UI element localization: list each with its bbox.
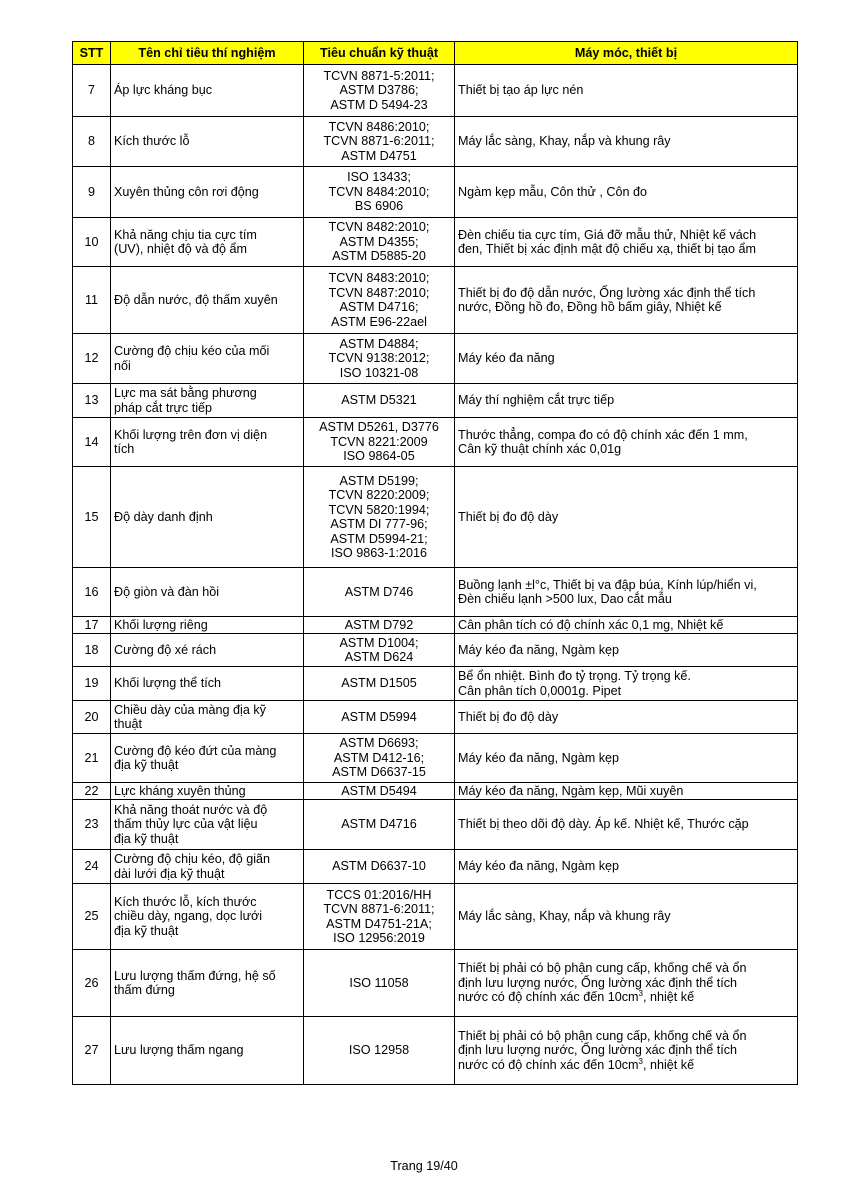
cell-test-name — [111, 850, 304, 884]
cell-line: pháp cắt trực tiếp — [114, 400, 213, 415]
cell-line: Xuyên thủng côn rơi động — [114, 184, 259, 199]
cell-standard — [304, 218, 455, 267]
cell-line: Áp lực kháng bục — [114, 83, 213, 98]
table-row — [73, 701, 798, 734]
cell-line: địa kỹ thuật — [114, 923, 179, 938]
cell-line: Buồng lạnh ±l°c, Thiết bị va đập búa, Kính lúp/hiển vi, — [458, 577, 757, 592]
header-stt: STT — [73, 42, 111, 65]
cell-line: Thiết bị đo độ dẫn nước, Ống lường xác định thể tích — [458, 285, 756, 300]
cell-line: Thiết bị phải có bộ phận cung cấp, khống chế và ổn — [458, 1028, 747, 1043]
cell-stt: 8 — [73, 117, 111, 167]
table-row — [73, 418, 798, 467]
cell-line: (UV), nhiệt độ và độ ẩm — [114, 242, 247, 256]
cell-stt: 20 — [73, 701, 111, 734]
cell-line: Lưu lượng thấm ngang — [114, 1043, 244, 1058]
cell-line: ASTM D6637-10 — [332, 859, 426, 874]
cell-stt: 12 — [73, 334, 111, 384]
cell-line: TCVN 8871-5:2011; — [323, 68, 435, 83]
page-number: Trang 19/40 — [390, 1159, 458, 1173]
cell-line: Máy kéo đa năng, Ngàm kẹp — [458, 642, 620, 657]
cell-line: TCVN 8871-6:2011; — [323, 902, 435, 916]
table-row — [73, 617, 798, 634]
cell-equipment — [455, 568, 798, 617]
cell-standard — [304, 467, 455, 568]
cell-standard — [304, 384, 455, 418]
cell-line: Máy kéo đa năng — [458, 351, 555, 366]
cell-line: Khả năng thoát nước và độ — [114, 802, 268, 817]
cell-equipment — [455, 734, 798, 783]
cell-line: Cường độ chịu kéo của mối — [114, 344, 270, 358]
table-row — [73, 1017, 798, 1085]
cell-test-name — [111, 267, 304, 334]
table-row — [73, 734, 798, 783]
cell-line: Độ dẫn nước, độ thấm xuyên — [114, 292, 278, 307]
cell-line: Cân phân tích có độ chính xác 0,1 mg, Nhiệt kế — [458, 617, 724, 632]
table-row — [73, 800, 798, 850]
cell-standard — [304, 950, 455, 1017]
cell-line: ASTM E96-22ael — [331, 314, 427, 329]
cell-test-name — [111, 783, 304, 800]
cell-line: định lưu lượng nước, Ống lường xác định thể tích — [458, 975, 738, 990]
cell-line: ASTM DI 777-96; — [330, 517, 428, 531]
cell-line: ASTM D4884; — [339, 336, 419, 351]
table-row — [73, 384, 798, 418]
superscript: 3 — [638, 989, 643, 999]
table-row — [73, 117, 798, 167]
cell-equipment — [455, 884, 798, 950]
cell-line: Chiều dày của màng địa kỹ — [114, 702, 266, 717]
cell-test-name — [111, 218, 304, 267]
cell-equipment — [455, 850, 798, 884]
cell-line: ASTM D746 — [344, 584, 414, 599]
table-body — [73, 65, 798, 1085]
table-row — [73, 884, 798, 950]
cell-standard — [304, 334, 455, 384]
cell-standard — [304, 701, 455, 734]
cell-equipment — [455, 65, 798, 117]
cell-standard — [304, 783, 455, 800]
cell-standard — [304, 734, 455, 783]
cell-line: ASTM D4716; — [339, 300, 419, 314]
cell-stt: 17 — [73, 617, 111, 634]
cell-line: ASTM D4751 — [341, 148, 417, 163]
cell-line: ASTM D3786; — [339, 83, 419, 98]
table-row — [73, 334, 798, 384]
cell-line: BS 6906 — [354, 199, 404, 214]
cell-standard — [304, 850, 455, 884]
cell-stt: 21 — [73, 734, 111, 783]
cell-test-name — [111, 667, 304, 701]
cell-test-name — [111, 617, 304, 634]
cell-line: Kích thước lỗ — [114, 134, 190, 149]
cell-line: Cường độ xé rách — [114, 642, 217, 657]
cell-line: Khả năng chịu tia cực tím — [114, 227, 257, 242]
cell-line: Máy kéo đa năng, Ngàm kẹp — [458, 750, 620, 765]
cell-equipment — [455, 617, 798, 634]
cell-line: ISO 13433; — [347, 170, 411, 185]
cell-line: ASTM D6637-15 — [332, 765, 426, 780]
cell-line: Cân phân tích 0,0001g. Pipet — [458, 683, 622, 698]
table-row — [73, 667, 798, 701]
cell-stt: 16 — [73, 568, 111, 617]
cell-line: nối — [114, 358, 131, 373]
cell-line: ASTM D5494 — [341, 783, 417, 798]
cell-line: Lực kháng xuyên thủng — [114, 783, 246, 798]
cell-standard — [304, 267, 455, 334]
cell-test-name — [111, 167, 304, 218]
cell-line: Bể ổn nhiệt. Bình đo tỷ trọng. Tỷ trọng kế. — [458, 669, 691, 683]
table-row — [73, 467, 798, 568]
cell-line: Cân kỹ thuật chính xác 0,01g — [458, 442, 622, 456]
cell-test-name — [111, 950, 304, 1017]
cell-stt: 25 — [73, 884, 111, 950]
cell-test-name — [111, 734, 304, 783]
cell-standard — [304, 117, 455, 167]
cell-line: Đèn chiếu tia cực tím, Giá đỡ mẫu thử, Nhiệt kế vách — [458, 227, 757, 242]
cell-line: ASTM D5199; — [339, 473, 419, 488]
cell-line: ISO 9864-05 — [343, 449, 415, 464]
cell-stt: 9 — [73, 167, 111, 218]
cell-test-name — [111, 800, 304, 850]
cell-standard — [304, 65, 455, 117]
cell-line: Đèn chiếu lạnh >500 lux, Dao cắt mẫu — [458, 592, 672, 606]
cell-standard — [304, 418, 455, 467]
cell-line: Lưu lượng thấm đứng, hệ số — [114, 968, 276, 983]
cell-line: nước có độ chính xác đến $10cm^3$, nhiệt kế — [458, 989, 695, 1005]
cell-line: TCVN 8220:2009; — [328, 488, 430, 502]
cell-test-name — [111, 634, 304, 667]
cell-stt: 19 — [73, 667, 111, 701]
table-row — [73, 634, 798, 667]
cell-stt: 26 — [73, 950, 111, 1017]
cell-line: Máy lắc sàng, Khay, nắp và khung rây — [458, 134, 671, 149]
cell-line: Ngàm kẹp mẫu, Côn thử , Côn đo — [458, 184, 648, 199]
cell-test-name — [111, 418, 304, 467]
cell-standard — [304, 617, 455, 634]
header-test-name: Tên chỉ tiêu thí nghiệm — [111, 42, 304, 65]
cell-line: tích — [114, 442, 135, 456]
superscript: 3 — [638, 1056, 643, 1066]
cell-line: Cường độ chịu kéo, độ giãn — [114, 852, 271, 866]
cell-standard — [304, 884, 455, 950]
cell-test-name — [111, 467, 304, 568]
table-row — [73, 783, 798, 800]
test-standards-table — [72, 41, 798, 1085]
cell-line: TCVN 8483:2010; — [328, 271, 430, 285]
cell-line: Độ giòn và đàn hồi — [114, 584, 220, 599]
cell-line: ISO 12956:2019 — [333, 931, 425, 945]
cell-line: định lưu lượng nước, Ống lường xác định thể tích — [458, 1043, 738, 1058]
cell-line: TCVN 8486:2010; — [328, 119, 430, 134]
cell-line: TCVN 8487:2010; — [328, 285, 430, 300]
header-equipment: Máy móc, thiết bị — [455, 42, 798, 65]
cell-standard — [304, 800, 455, 850]
cell-stt: 13 — [73, 384, 111, 418]
table-row — [73, 167, 798, 218]
cell-equipment — [455, 218, 798, 267]
table-row — [73, 218, 798, 267]
cell-test-name — [111, 701, 304, 734]
table-row — [73, 850, 798, 884]
cell-line: TCVN 9138:2012; — [328, 351, 430, 366]
cell-test-name — [111, 65, 304, 117]
cell-line: đen, Thiết bị xác định mật độ chiếu xạ, thiết bị tạo ẩm — [458, 242, 756, 256]
cell-line: ASTM D4355; — [339, 234, 419, 249]
cell-line: ASTM D1004; — [339, 635, 419, 650]
cell-line: TCVN 8221:2009 — [330, 434, 428, 449]
cell-equipment — [455, 167, 798, 218]
cell-line: Thiết bị theo dõi độ dày. Áp kế. Nhiệt kế, Thước cặp — [458, 817, 749, 832]
cell-line: Độ dày danh định — [114, 509, 213, 524]
cell-line: thấm đứng — [114, 983, 175, 997]
cell-equipment — [455, 418, 798, 467]
cell-line: thấm thủy lực của vật liệu — [114, 817, 258, 832]
cell-stt: 15 — [73, 467, 111, 568]
cell-line: nước, Đồng hồ đo, Đồng hồ bấm giây, Nhiệt kế — [458, 300, 722, 314]
cell-equipment — [455, 467, 798, 568]
cell-equipment — [455, 117, 798, 167]
cell-equipment — [455, 1017, 798, 1085]
cell-line: TCVN 8871-6:2011; — [323, 134, 435, 149]
cell-line: Thiết bị đo độ dày — [458, 509, 559, 524]
cell-line: ISO 12958 — [348, 1043, 410, 1058]
cell-line: ASTM D4716 — [341, 817, 417, 832]
cell-line: ASTM D 5494-23 — [330, 97, 428, 112]
cell-line: Thiết bị đo độ dày — [458, 709, 559, 724]
cell-line: TCVN 8484:2010; — [328, 184, 430, 199]
cell-equipment — [455, 701, 798, 734]
cell-line: Thước thẳng, compa đo có độ chính xác đến 1 mm, — [458, 427, 748, 442]
cell-line: ASTM D5321 — [341, 393, 417, 408]
cell-line: TCVN 8482:2010; — [328, 220, 430, 235]
cell-test-name — [111, 1017, 304, 1085]
cell-standard — [304, 167, 455, 218]
cell-line: Máy thí nghiệm cắt trực tiếp — [458, 393, 615, 408]
cell-line: nước có độ chính xác đến $10cm^3$, nhiệt kế — [458, 1056, 695, 1072]
cell-stt: 24 — [73, 850, 111, 884]
cell-stt: 7 — [73, 65, 111, 117]
table-row — [73, 267, 798, 334]
cell-line: dài lưới địa kỹ thuật — [114, 866, 225, 881]
cell-line: Máy kéo đa năng, Ngàm kẹp — [458, 859, 620, 874]
cell-test-name — [111, 884, 304, 950]
cell-line: ASTM D1505 — [341, 676, 417, 691]
cell-equipment — [455, 667, 798, 701]
cell-line: chiều dày, ngang, dọc lưới — [114, 909, 263, 924]
cell-line: Máy kéo đa năng, Ngàm kẹp, Mũi xuyên — [458, 783, 684, 798]
cell-line: ISO 9863-1:2016 — [331, 546, 427, 560]
cell-line: Lực ma sát bằng phương — [114, 386, 257, 400]
cell-stt: 10 — [73, 218, 111, 267]
cell-line: địa kỹ thuật — [114, 758, 179, 772]
cell-line: Máy lắc sàng, Khay, nắp và khung rây — [458, 909, 671, 924]
cell-line: ASTM D5994-21; — [330, 531, 428, 546]
cell-line: ASTM D5261, D3776 — [319, 420, 439, 435]
cell-equipment — [455, 800, 798, 850]
cell-standard — [304, 1017, 455, 1085]
cell-test-name — [111, 117, 304, 167]
cell-line: Khối lượng thể tích — [114, 676, 222, 691]
cell-line: thuật — [114, 717, 143, 731]
table-row — [73, 950, 798, 1017]
cell-line: ISO 11058 — [349, 975, 409, 990]
cell-stt: 23 — [73, 800, 111, 850]
cell-line: Cường độ kéo đứt của màng — [114, 743, 277, 758]
cell-line: TCVN 5820:1994; — [328, 502, 430, 517]
cell-test-name — [111, 568, 304, 617]
cell-equipment — [455, 267, 798, 334]
cell-line: TCCS 01:2016/HH — [326, 887, 432, 902]
cell-stt: 22 — [73, 783, 111, 800]
cell-line: ASTM D624 — [344, 650, 414, 664]
cell-line: Kích thước lỗ, kích thước — [114, 894, 257, 909]
cell-line: ASTM D5885-20 — [332, 249, 426, 264]
cell-line: ASTM D5994 — [341, 709, 417, 724]
cell-stt: 14 — [73, 418, 111, 467]
cell-line: địa kỹ thuật — [114, 831, 179, 846]
cell-equipment — [455, 783, 798, 800]
cell-equipment — [455, 334, 798, 384]
table-row — [73, 568, 798, 617]
cell-equipment — [455, 950, 798, 1017]
cell-test-name — [111, 384, 304, 418]
cell-line: ASTM D412-16; — [333, 750, 425, 765]
cell-line: ASTM D792 — [344, 617, 414, 632]
table-header-row — [73, 42, 798, 65]
cell-equipment — [455, 634, 798, 667]
table-row — [73, 65, 798, 117]
cell-standard — [304, 568, 455, 617]
cell-test-name — [111, 334, 304, 384]
cell-equipment — [455, 384, 798, 418]
cell-standard — [304, 667, 455, 701]
cell-line: Khối lượng riêng — [114, 617, 208, 632]
cell-stt: 27 — [73, 1017, 111, 1085]
cell-line: ISO 10321-08 — [339, 365, 419, 380]
cell-line: Khối lượng trên đơn vị diện — [114, 427, 268, 442]
cell-stt: 18 — [73, 634, 111, 667]
cell-line: ASTM D6693; — [339, 736, 419, 751]
header-standard: Tiêu chuẩn kỹ thuật — [304, 42, 455, 65]
cell-line: ASTM D4751-21A; — [326, 916, 432, 931]
cell-line: Thiết bị phải có bộ phận cung cấp, khống chế và ổn — [458, 961, 747, 976]
cell-stt: 11 — [73, 267, 111, 334]
cell-standard — [304, 634, 455, 667]
cell-line: Thiết bị tạo áp lực nén — [458, 83, 584, 98]
